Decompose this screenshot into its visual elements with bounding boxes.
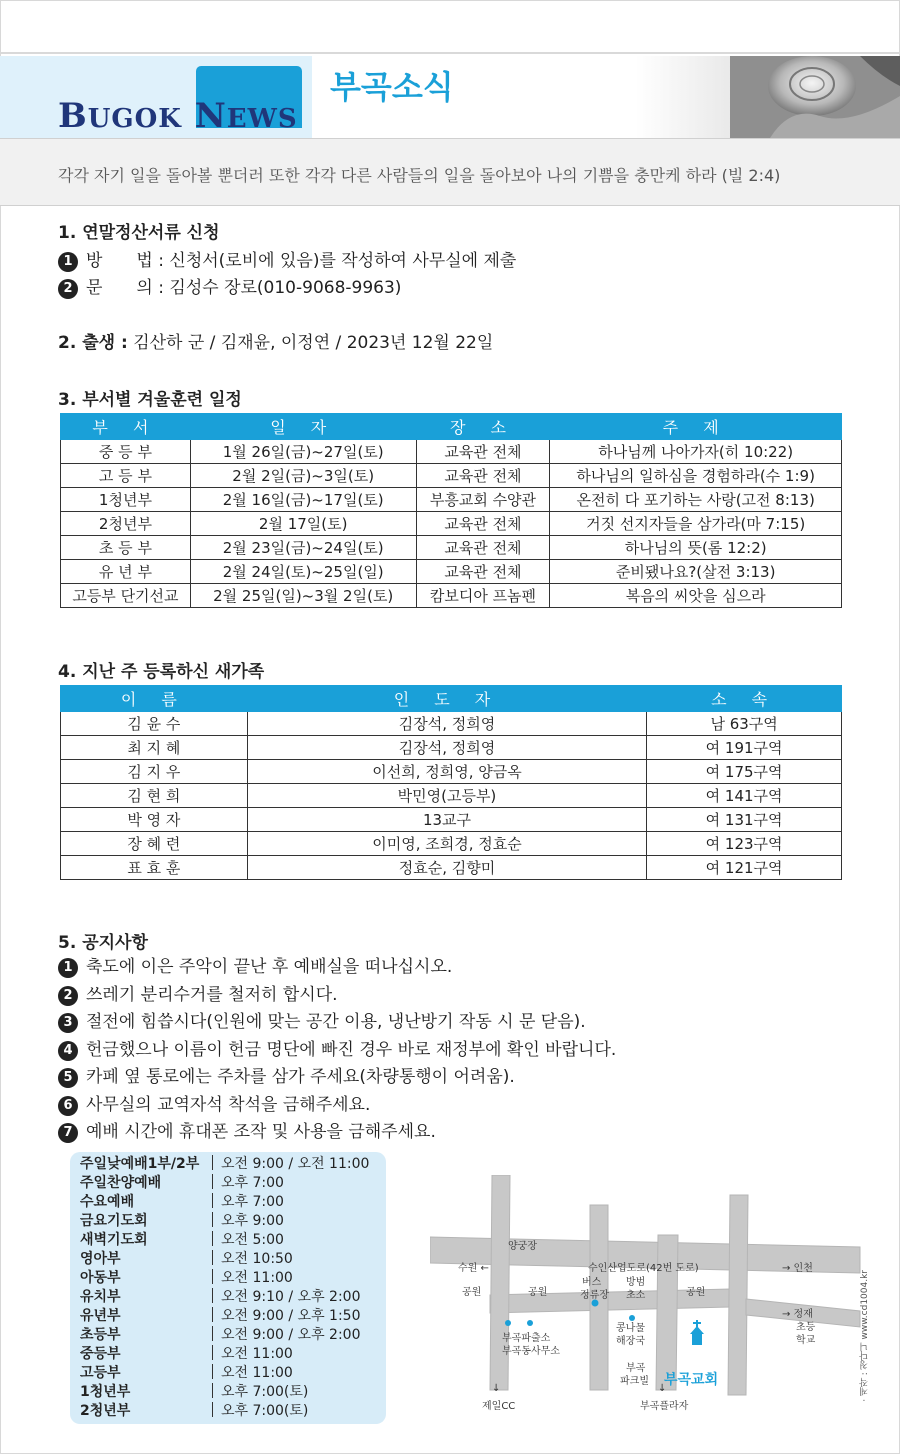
notice-text: 사무실의 교역자석 착석을 금해주세요. (86, 1094, 371, 1115)
section3-title: 3. 부서별 겨울훈련 일정 (58, 390, 242, 410)
notice-item (58, 1062, 515, 1088)
table-cell: 여 131구역 (647, 808, 842, 832)
schedule-row (80, 1250, 293, 1269)
schedule-row (80, 1364, 293, 1383)
table-cell: 온전히 다 포기하는 사랑(고전 8:13) (550, 488, 842, 512)
location-map: 양궁장 수원 ← 수인산업도로(42번 도로) → 인천 공원 공원 공원 버스 정류장 방범 초소 → 정재 초등 학교 부곡파출소 부곡동사무소 콩나물 해장국 부곡교회 부곡 파크빌 ↓ 제일CC ↓ 부곡플라자 (430, 1175, 865, 1425)
table-cell: 하나님의 일하심을 경험하라(수 1:9) (550, 464, 842, 488)
church-icon (690, 1320, 704, 1345)
table-cell: 여 123구역 (647, 832, 842, 856)
table-cell: 유 년 부 (61, 560, 191, 584)
table-cell: 남 63구역 (647, 712, 842, 736)
divider (212, 1383, 213, 1398)
divider (212, 1155, 213, 1170)
schedule-time: 오전 11:00 (221, 1346, 293, 1362)
table-cell: 여 121구역 (647, 856, 842, 880)
schedule-row (80, 1193, 284, 1212)
schedule-label: 새벽기도회 (80, 1232, 148, 1248)
table-row (61, 808, 842, 832)
table-cell: 2월 24일(토)~25일(일) (190, 560, 416, 584)
table-cell: 김 윤 수 (61, 712, 248, 736)
schedule-label: 유치부 (80, 1289, 121, 1305)
schedule-time: 오전 11:00 (221, 1270, 293, 1286)
schedule-label: 2청년부 (80, 1403, 131, 1419)
number-badge: 1 (58, 958, 78, 978)
table-cell: 이선희, 정희영, 양금옥 (247, 760, 646, 784)
notice-item (58, 1090, 370, 1116)
table-cell: 1청년부 (61, 488, 191, 512)
table-row (61, 736, 842, 760)
schedule-row (80, 1345, 293, 1364)
table-row (61, 856, 842, 880)
table-cell: 정효순, 김향미 (247, 856, 646, 880)
table-cell: 부흥교회 수양관 (416, 488, 550, 512)
table-row (61, 512, 842, 536)
table-cell: 2월 16일(금)~17일(토) (190, 488, 416, 512)
table-cell: 김 지 우 (61, 760, 248, 784)
table-header: 부 서 (61, 414, 191, 440)
divider (212, 1193, 213, 1208)
table-cell: 복음의 씨앗을 심으라 (550, 584, 842, 608)
table-header: 인 도 자 (247, 686, 646, 712)
table-cell: 여 141구역 (647, 784, 842, 808)
table-cell: 김장석, 정희영 (247, 712, 646, 736)
divider (212, 1288, 213, 1303)
table-row (61, 712, 842, 736)
number-badge: 6 (58, 1096, 78, 1116)
divider (212, 1326, 213, 1341)
table-header: 주 제 (550, 414, 842, 440)
divider (212, 1345, 213, 1360)
top-divider (0, 52, 900, 54)
table-row (61, 784, 842, 808)
notice-text: 헌금했으나 이름이 헌금 명단에 빠진 경우 바로 재정부에 확인 바랍니다. (86, 1039, 617, 1060)
schedule-time: 오전 11:00 (221, 1365, 293, 1381)
table-cell: 교육관 전체 (416, 464, 550, 488)
schedule-label: 영아부 (80, 1251, 121, 1267)
header-banner (0, 56, 900, 138)
table-cell: 초 등 부 (61, 536, 191, 560)
table-cell: 준비됐나요?(살전 3:13) (550, 560, 842, 584)
table-cell: 장 혜 련 (61, 832, 248, 856)
notice-text: 예배 시간에 휴대폰 조작 및 사용을 금해주세요. (86, 1122, 436, 1142)
divider (212, 1174, 213, 1189)
table-row (61, 536, 842, 560)
table-cell: 거짓 선지자들을 삼가라(마 7:15) (550, 512, 842, 536)
schedule-label: 아동부 (80, 1270, 121, 1286)
schedule-row (80, 1326, 361, 1345)
number-badge: 2 (58, 279, 78, 299)
divider (212, 1269, 213, 1284)
notice-text: 축도에 이은 주악이 끝난 후 예배실을 떠나십시오. (86, 957, 453, 977)
number-badge: 7 (58, 1123, 78, 1143)
table-cell: 하나님께 나아가자(히 10:22) (550, 440, 842, 464)
divider (212, 1402, 213, 1417)
schedule-row (80, 1307, 361, 1326)
section5-title: 5. 공지사항 (58, 933, 148, 953)
schedule-time: 오전 10:50 (221, 1251, 293, 1267)
table-cell: 박 영 자 (61, 808, 248, 832)
table-cell: 여 191구역 (647, 736, 842, 760)
notice-item (58, 1007, 586, 1033)
header-stone-image (730, 56, 900, 138)
schedule-time: 오후 9:00 (221, 1213, 284, 1229)
table-cell: 박민영(고등부) (247, 784, 646, 808)
schedule-time: 오전 9:00 / 오후 1:50 (221, 1308, 361, 1324)
table-row (61, 832, 842, 856)
notice-text: 쓰레기 분리수거를 철저히 합시다. (86, 984, 338, 1005)
new-family-table (60, 685, 842, 880)
schedule-label: 금요기도회 (80, 1213, 148, 1229)
table-row (61, 488, 842, 512)
brand-title: BUGOK NEWS (58, 96, 298, 136)
schedule-time: 오전 9:10 / 오후 2:00 (221, 1289, 361, 1305)
table-cell: 고등부 단기선교 (61, 584, 191, 608)
table-cell: 1월 26일(금)~27일(토) (190, 440, 416, 464)
table-header: 장 소 (416, 414, 550, 440)
schedule-row (80, 1231, 284, 1250)
verse-text: 각각 자기 일을 돌아볼 뿐더러 또한 각각 다른 사람들의 일을 돌아보아 나의 기쁨을 충만케 하라 (빌 2:4) (58, 166, 781, 185)
schedule-row (80, 1402, 308, 1421)
verse-bar (0, 138, 900, 206)
divider (212, 1307, 213, 1322)
schedule-time: 오후 7:00(토) (221, 1403, 309, 1419)
notice-item (58, 1035, 616, 1061)
schedule-label: 중등부 (80, 1346, 121, 1362)
table-cell: 김 현 희 (61, 784, 248, 808)
table-cell: 2청년부 (61, 512, 191, 536)
schedule-time: 오후 7:00(토) (221, 1384, 309, 1400)
schedule-time: 오후 7:00 (221, 1194, 284, 1210)
schedule-label: 주일찬양예배 (80, 1175, 162, 1191)
table-header: 일 자 (190, 414, 416, 440)
table-row (61, 560, 842, 584)
training-schedule-table (60, 413, 842, 608)
schedule-label: 주일낮예배1부/2부 (80, 1156, 200, 1172)
number-badge: 1 (58, 252, 78, 272)
table-cell: 13교구 (247, 808, 646, 832)
section1-item: 2 문 의 : 김성수 장로(010-9068-9963) (58, 273, 401, 299)
divider (212, 1364, 213, 1379)
schedule-row (80, 1155, 369, 1174)
schedule-label: 수요예배 (80, 1194, 135, 1210)
table-header: 이 름 (61, 686, 248, 712)
church-label: 부곡교회 (664, 1372, 719, 1388)
notice-item (58, 980, 338, 1006)
schedule-row (80, 1288, 361, 1307)
table-cell: 캄보디아 프놈펜 (416, 584, 550, 608)
number-badge: 3 (58, 1013, 78, 1033)
notice-item (58, 1117, 436, 1143)
table-cell: 교육관 전체 (416, 512, 550, 536)
table-cell: 2월 25일(일)~3월 2일(토) (190, 584, 416, 608)
divider (212, 1250, 213, 1265)
schedule-row (80, 1212, 284, 1231)
table-row (61, 464, 842, 488)
schedule-time: 오전 9:00 / 오전 11:00 (221, 1156, 370, 1172)
number-badge: 4 (58, 1041, 78, 1061)
worship-schedule-box (70, 1152, 386, 1424)
page-title: 부곡소식 (330, 68, 454, 106)
table-cell: 고 등 부 (61, 464, 191, 488)
section1-item: 1 방 법 : 신청서(로비에 있음)를 작성하여 사무실에 제출 (58, 246, 516, 272)
schedule-time: 오후 7:00 (221, 1175, 284, 1191)
table-cell: 여 175구역 (647, 760, 842, 784)
schedule-row (80, 1383, 308, 1402)
table-row (61, 760, 842, 784)
notice-text: 카페 옆 통로에는 주차를 삼가 주세요(차량통행이 어려움). (86, 1067, 515, 1087)
notice-text: 절전에 힘씁시다(인원에 맞는 공간 이용, 냉난방기 작동 시 문 닫음). (86, 1012, 586, 1032)
schedule-time: 오전 9:00 / 오후 2:00 (221, 1327, 361, 1343)
table-cell: 교육관 전체 (416, 536, 550, 560)
table-cell: 중 등 부 (61, 440, 191, 464)
number-badge: 2 (58, 986, 78, 1006)
table-row (61, 440, 842, 464)
table-cell: 최 지 혜 (61, 736, 248, 760)
schedule-row (80, 1174, 284, 1193)
number-badge: 5 (58, 1068, 78, 1088)
table-row (61, 584, 842, 608)
notice-item (58, 952, 452, 978)
schedule-label: 유년부 (80, 1308, 121, 1324)
table-cell: 하나님의 뜻(롬 12:2) (550, 536, 842, 560)
table-cell: 2월 23일(금)~24일(토) (190, 536, 416, 560)
table-cell: 2월 17일(토) (190, 512, 416, 536)
table-cell: 김장석, 정희영 (247, 736, 646, 760)
table-cell: 2월 2일(금)~3일(토) (190, 464, 416, 488)
divider (212, 1212, 213, 1227)
section2-line: 2. 출생 : 김산하 군 / 김재윤, 이정연 / 2023년 12월 22일 (58, 333, 494, 353)
section4-title: 4. 지난 주 등록하신 새가족 (58, 662, 265, 682)
table-cell: 교육관 전체 (416, 560, 550, 584)
table-cell: 이미영, 조희경, 정효순 (247, 832, 646, 856)
schedule-time: 오전 5:00 (221, 1232, 284, 1248)
schedule-label: 고등부 (80, 1365, 121, 1381)
section1-title: 1. 연말정산서류 신청 (58, 223, 220, 243)
table-cell: 교육관 전체 (416, 440, 550, 464)
schedule-label: 초등부 (80, 1327, 121, 1343)
schedule-label: 1청년부 (80, 1384, 131, 1400)
table-header: 소 속 (647, 686, 842, 712)
table-cell: 표 효 훈 (61, 856, 248, 880)
schedule-row (80, 1269, 293, 1288)
divider (212, 1231, 213, 1246)
credit-text: · 제작 : 청다니 www.cd1004.kr (860, 1270, 870, 1402)
